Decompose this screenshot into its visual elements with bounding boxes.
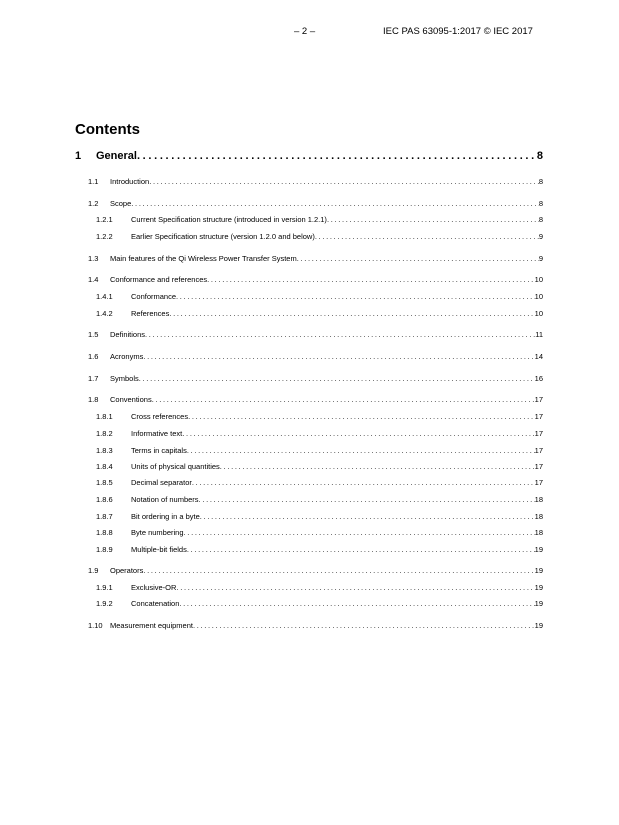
toc-number: 1.8.2	[96, 429, 113, 438]
toc-number: 1.3	[88, 254, 99, 263]
toc-leader	[143, 352, 534, 361]
toc-page: 17	[534, 478, 543, 487]
toc-number: 1.4	[88, 275, 99, 284]
toc-label: Notation of numbers	[131, 495, 199, 504]
toc-label: Multiple-bit fields	[131, 545, 187, 554]
toc-page: 19	[534, 566, 543, 575]
toc-leader	[145, 330, 535, 339]
page-header	[0, 26, 619, 40]
toc-number: 1.6	[88, 352, 99, 361]
toc-page: 9	[538, 232, 543, 241]
toc-page: 10	[534, 309, 543, 318]
toc-entry[interactable]	[88, 330, 543, 339]
toc-label: Introduction	[110, 177, 150, 186]
toc-leader	[139, 374, 535, 383]
toc-number: 1.2.1	[96, 215, 113, 224]
toc-entry[interactable]	[96, 478, 543, 487]
toc-page: 17	[534, 429, 543, 438]
toc-entry[interactable]	[88, 374, 543, 383]
toc-entry[interactable]	[96, 292, 543, 301]
toc-label: Measurement equipment	[110, 621, 193, 630]
toc-leader	[137, 150, 537, 162]
toc-page: 18	[534, 495, 543, 504]
toc-page: 19	[534, 599, 543, 608]
toc-number: 1.8.6	[96, 495, 113, 504]
toc-leader	[207, 275, 535, 284]
toc-page: 11	[535, 330, 543, 339]
toc-number: 1.8.9	[96, 545, 113, 554]
toc-entry[interactable]	[96, 528, 543, 537]
toc-label: Bit ordering in a byte	[131, 512, 200, 521]
toc-number: 1.8.5	[96, 478, 113, 487]
toc-entry[interactable]	[96, 545, 543, 554]
toc-number: 1.5	[88, 330, 99, 339]
toc-leader	[169, 309, 534, 318]
toc-leader	[187, 545, 535, 554]
toc-label: Conventions	[110, 395, 152, 404]
toc-entry[interactable]	[88, 275, 543, 284]
toc-entry[interactable]	[88, 177, 543, 186]
toc-entry[interactable]	[96, 512, 543, 521]
toc-number: 1.8.4	[96, 462, 113, 471]
toc-page: 17	[534, 446, 543, 455]
toc-label: Definitions	[110, 330, 146, 339]
toc-entry[interactable]	[88, 352, 543, 361]
toc-page: 16	[534, 374, 543, 383]
toc-entry[interactable]	[96, 215, 543, 224]
toc-entry[interactable]	[96, 462, 543, 471]
toc-page: 8	[538, 215, 543, 224]
standard-reference: IEC PAS 63095-1:2017 © IEC 2017	[383, 26, 533, 37]
toc-page: 18	[534, 528, 543, 537]
toc-leader	[327, 215, 539, 224]
toc-label: Main features of the Qi Wireless Power Transfer System	[110, 254, 297, 263]
toc-entry[interactable]	[88, 199, 543, 208]
toc-leader	[188, 412, 535, 421]
toc-number: 1.8.8	[96, 528, 113, 537]
toc-number: 1.8.1	[96, 412, 113, 421]
toc-entry[interactable]	[96, 446, 543, 455]
toc-leader	[143, 566, 534, 575]
toc-leader	[179, 599, 534, 608]
toc-label: Terms in capitals	[131, 446, 187, 455]
toc-leader	[193, 621, 535, 630]
toc-leader	[184, 528, 535, 537]
toc-label: Informative text	[131, 429, 183, 438]
toc-label: Units of physical quantities	[131, 462, 220, 471]
toc-page: 9	[538, 254, 543, 263]
toc-label: Scope	[110, 199, 132, 208]
toc-number: 1.8.7	[96, 512, 113, 521]
toc-leader	[220, 462, 535, 471]
toc-label: Conformance	[131, 292, 177, 301]
toc-page: 17	[534, 412, 543, 421]
toc-label: General	[96, 150, 137, 162]
toc-page: 18	[534, 512, 543, 521]
toc-entry[interactable]	[96, 599, 543, 608]
toc-entry[interactable]	[96, 232, 543, 241]
toc-page: 8	[536, 150, 543, 162]
toc-leader	[182, 429, 534, 438]
page-number: – 2 –	[294, 26, 316, 37]
toc-leader	[149, 177, 539, 186]
toc-entry[interactable]	[88, 395, 543, 404]
page-title: Contents	[75, 121, 140, 138]
toc-number: 1	[75, 150, 82, 162]
toc-label: Byte numbering	[131, 528, 184, 537]
toc-leader	[152, 395, 535, 404]
toc-entry[interactable]	[88, 254, 543, 263]
toc-page: 19	[534, 583, 543, 592]
toc-page: 8	[538, 177, 543, 186]
toc-number: 1.4.1	[96, 292, 113, 301]
toc-number: 1.8.3	[96, 446, 113, 455]
toc-label: Cross references	[131, 412, 189, 421]
toc-leader	[176, 583, 534, 592]
toc-entry[interactable]	[88, 621, 543, 630]
toc-label: Symbols	[110, 374, 139, 383]
toc-page: 8	[538, 199, 543, 208]
toc-number: 1.1	[88, 177, 99, 186]
toc-entry[interactable]	[88, 566, 543, 575]
toc-leader	[199, 495, 535, 504]
toc-leader	[297, 254, 539, 263]
toc-leader	[187, 446, 535, 455]
toc-number: 1.2	[88, 199, 99, 208]
toc-page: 19	[534, 621, 543, 630]
toc-label: Acronyms	[110, 352, 144, 361]
toc-page: 17	[534, 462, 543, 471]
toc-page: 10	[534, 292, 543, 301]
toc-label: Concatenation	[131, 599, 180, 608]
toc-number: 1.9.1	[96, 583, 113, 592]
toc-number: 1.10	[88, 621, 103, 630]
toc-number: 1.2.2	[96, 232, 113, 241]
toc-number: 1.8	[88, 395, 99, 404]
toc-page: 17	[534, 395, 543, 404]
toc-label: Conformance and references	[110, 275, 208, 284]
toc-label: Earlier Specification structure (version 1.2.0 and below)	[131, 232, 315, 241]
toc-entry[interactable]	[96, 495, 543, 504]
toc-entry[interactable]	[96, 412, 543, 421]
toc-page: 14	[534, 352, 543, 361]
toc-number: 1.7	[88, 374, 99, 383]
toc-number: 1.4.2	[96, 309, 113, 318]
toc-entry[interactable]	[75, 150, 543, 162]
toc-page: 10	[534, 275, 543, 284]
toc-page: 19	[534, 545, 543, 554]
toc-label: References	[131, 309, 170, 318]
toc-label: Exclusive-OR	[131, 583, 177, 592]
toc-entry[interactable]	[96, 429, 543, 438]
toc-leader	[315, 232, 539, 241]
toc-entry[interactable]	[96, 309, 543, 318]
toc-label: Operators	[110, 566, 144, 575]
toc-entry[interactable]	[96, 583, 543, 592]
toc-number: 1.9	[88, 566, 99, 575]
toc-leader	[200, 512, 535, 521]
toc-leader	[192, 478, 535, 487]
toc-label: Current Specification structure (introduced in version 1.2.1)	[131, 215, 327, 224]
toc-number: 1.9.2	[96, 599, 113, 608]
toc-leader	[131, 199, 539, 208]
toc-label: Decimal separator	[131, 478, 192, 487]
toc-leader	[176, 292, 535, 301]
